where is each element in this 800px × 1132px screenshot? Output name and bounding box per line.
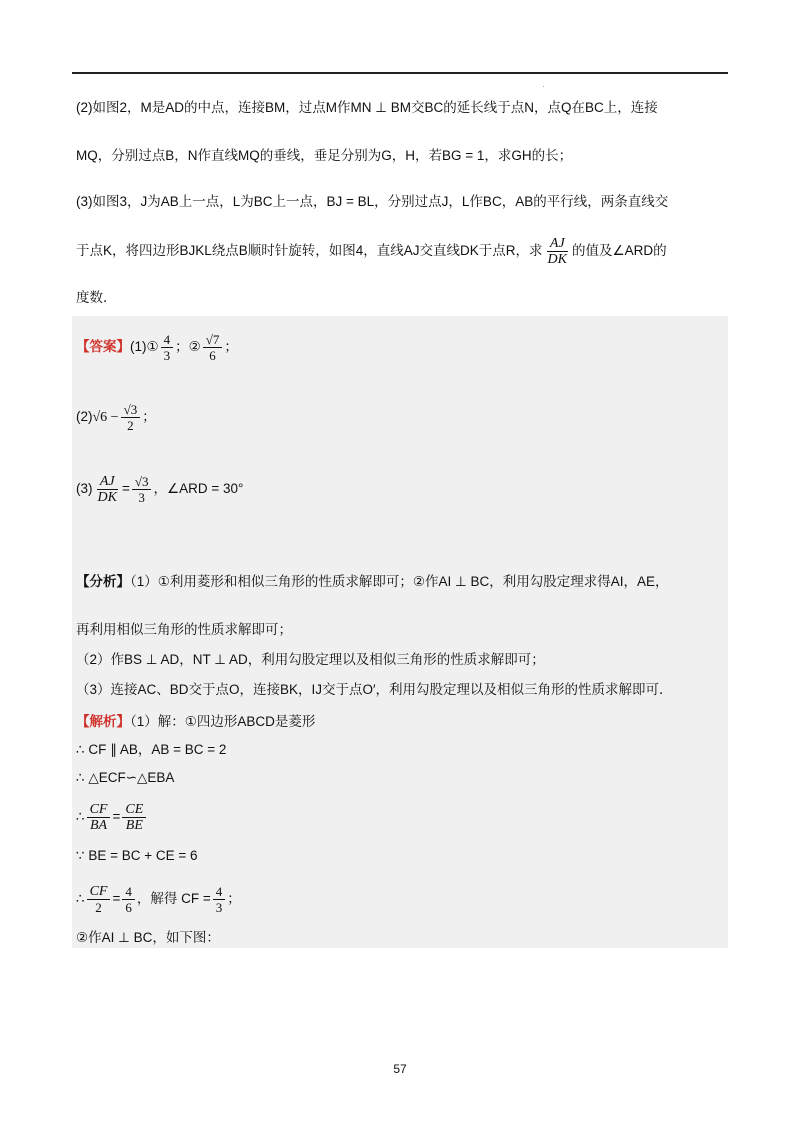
- solution-line-3: ∴ △ECF∽△EBA: [76, 770, 175, 785]
- q3-line-2-text: 于点K，将四边形BJKL绕点B顺时针旋转，如图4，直线AJ交直线DK于点R，求: [76, 243, 543, 259]
- analysis-line-2: 再利用相似三角形的性质求解即可；: [76, 622, 292, 637]
- solution-6-mid: ，解得 CF =: [136, 891, 211, 907]
- answer-1-frac-2-den: 6: [209, 348, 216, 363]
- solution-line-4: [76, 802, 148, 833]
- solution-4-frac-1: [87, 802, 111, 833]
- answer-2-frac-den: 2: [127, 418, 134, 433]
- q3-line-2: [76, 236, 667, 267]
- solution-6-frac-1-den: 2: [95, 900, 102, 915]
- analysis-tag: 【分析】: [76, 574, 130, 589]
- answer-2-end: ；: [142, 409, 156, 425]
- answer-line-3: [76, 474, 243, 505]
- solution-4-eq: =: [112, 809, 121, 825]
- answer-line-2: [76, 402, 156, 433]
- solution-text-1: （1）解：①四边形ABCD是菱形: [130, 714, 316, 729]
- solution-line-6: [76, 884, 241, 915]
- q2-line-2: MQ，分别过点B，N作直线MQ的垂线，垂足分别为G，H，若BG = 1，求GH的长；: [76, 148, 573, 163]
- analysis-line-4: （3）连接AC、BD交于点O，连接BK，IJ交于点O′，利用勾股定理以及相似三角形的性质求解即可．: [76, 682, 673, 697]
- answer-3-lhs-num: AJ: [97, 474, 118, 490]
- mark-dot: ·: [542, 82, 545, 91]
- q3-frac-den: DK: [547, 252, 567, 267]
- solution-6-frac-3-num: 4: [213, 884, 226, 900]
- answer-1-end: ；: [224, 339, 238, 355]
- solution-4-frac-2: [122, 802, 146, 833]
- solution-4-frac-2-num: CE: [122, 802, 146, 818]
- answer-1-prefix: (1)①: [130, 339, 159, 355]
- solution-4-frac-1-den: BA: [89, 818, 108, 833]
- solution-line-7: ②作AI ⊥ BC，如下图：: [76, 930, 220, 945]
- answer-1-mid: ；②: [175, 339, 201, 355]
- q3-line-1: (3)如图3，J为AB上一点，L为BC上一点，BJ = BL，分别过点J，L作BC，AB的平行线，两条直线交: [76, 194, 669, 209]
- answer-3-eq: =: [121, 481, 130, 497]
- solution-6-pre: ∴: [76, 891, 85, 907]
- q3-fraction: [545, 236, 570, 267]
- analysis-line-1: [76, 572, 669, 592]
- solution-4-pre: ∴: [76, 809, 85, 825]
- answer-3-rhs-den: 3: [138, 490, 145, 505]
- answer-2-prefix: (2): [76, 409, 93, 425]
- solution-6-frac-2-den: 6: [125, 900, 132, 915]
- solution-6-frac-3: [213, 884, 226, 915]
- q3-line-2-tail: 的值及∠ARD的: [572, 243, 667, 259]
- answer-1-frac-2-num: √7: [203, 332, 223, 348]
- solution-tag: 【解析】: [76, 714, 130, 729]
- answer-line-1: [76, 332, 238, 363]
- solution-line-1: [76, 712, 315, 732]
- q3-line-3: 度数．: [76, 290, 117, 305]
- solution-line-5: ∵ BE = BC + CE = 6: [76, 848, 198, 863]
- answer-3-lhs-den: DK: [97, 490, 117, 505]
- solution-6-frac-3-den: 3: [215, 900, 223, 915]
- answer-3-prefix: (3): [76, 481, 93, 497]
- q2-line-1: (2)如图2，M是AD的中点，连接BM，过点M作MN ⊥ BM交BC的延长线于点N，点Q在BC上，连接: [76, 100, 658, 115]
- solution-4-frac-1-num: CF: [87, 802, 111, 818]
- answer-2-frac: [121, 402, 141, 433]
- solution-line-2: ∴ CF ∥ AB，AB = BC = 2: [76, 742, 227, 757]
- solution-6-eq: =: [112, 891, 121, 907]
- answer-1-frac-1: [161, 332, 174, 363]
- analysis-text-1: （1）①利用菱形和相似三角形的性质求解即可；②作AI ⊥ BC，利用勾股定理求得AI，AE，: [130, 574, 669, 589]
- solution-6-frac-2-num: 4: [122, 884, 135, 900]
- answer-3-rhs-num: √3: [132, 474, 152, 490]
- answer-2-frac-num: √3: [121, 402, 141, 418]
- answer-1-frac-2: [203, 332, 223, 363]
- answer-tag: 【答案】: [76, 339, 130, 355]
- solution-6-frac-1: [87, 884, 111, 915]
- answer-1-frac-1-den: 3: [163, 348, 171, 363]
- solution-6-frac-1-num: CF: [87, 884, 111, 900]
- solution-6-end: ；: [227, 891, 241, 907]
- q3-frac-num: AJ: [547, 236, 568, 252]
- answer-3-end: ，∠ARD = 30°: [153, 481, 244, 497]
- answer-3-rhs-frac: [132, 474, 152, 505]
- answer-1-frac-1-num: 4: [161, 332, 174, 348]
- answer-3-lhs-frac: [95, 474, 120, 505]
- answer-2-expr: √6 −: [92, 410, 119, 426]
- solution-6-frac-2: [122, 884, 135, 915]
- analysis-line-3: （2）作BS ⊥ AD，NT ⊥ AD，利用勾股定理以及相似三角形的性质求解即可；: [76, 652, 545, 667]
- page-number: 57: [393, 1062, 407, 1076]
- header-rule: [72, 72, 728, 74]
- solution-4-frac-2-den: BE: [125, 818, 143, 833]
